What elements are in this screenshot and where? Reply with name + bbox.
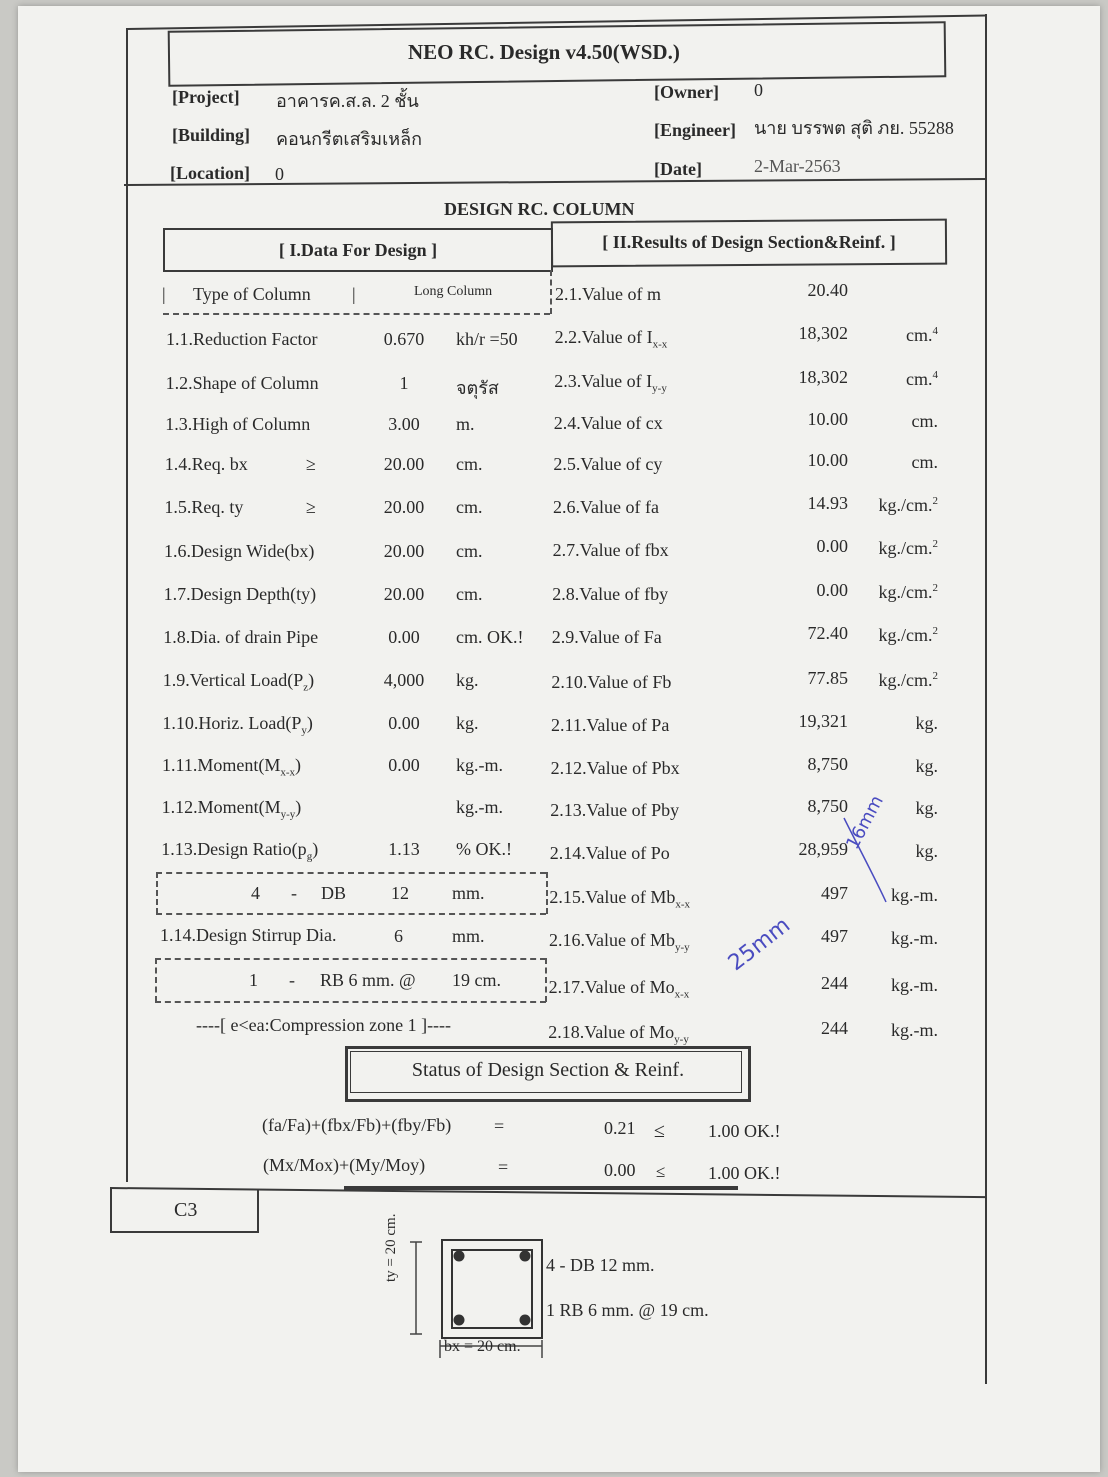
- result-unit: [840, 369, 938, 390]
- stirrup-unit: mm.: [452, 926, 485, 946]
- input-unit: จตุรัส: [456, 378, 499, 398]
- result-value: 0.00: [816, 580, 848, 600]
- rebar-2: [520, 1251, 531, 1262]
- result-label-sub: y-y: [674, 941, 690, 954]
- column-type-value: Long Column: [414, 284, 493, 299]
- result-unit-text: kg./cm.: [878, 495, 933, 515]
- status-sym-2: ≤: [656, 1162, 666, 1181]
- input-label: [164, 584, 316, 605]
- result-value: 10.00: [807, 450, 848, 470]
- result-unit-text: kg.: [915, 841, 938, 861]
- result-unit: [840, 625, 938, 646]
- result-unit-sup: 2: [932, 495, 938, 507]
- result-label-text: 2.4.Value of cx: [553, 413, 663, 433]
- result-label: [551, 672, 671, 693]
- c3-box-right: [257, 1189, 259, 1233]
- result-unit: [840, 713, 938, 734]
- result-label: [555, 284, 661, 305]
- stirrup-box-left: [155, 958, 157, 1002]
- result-unit: [840, 325, 938, 346]
- result-label-text: 2.12.Value of Pbx: [550, 758, 680, 778]
- result-value: 28,959: [798, 839, 848, 859]
- result-label: [552, 627, 662, 648]
- result-unit: [840, 975, 938, 996]
- result-label-sub: x-x: [652, 338, 668, 351]
- result-unit-sup: 2: [932, 538, 938, 550]
- input-label-tail: ): [295, 797, 302, 817]
- input-unit: kg.-m.: [456, 755, 503, 775]
- result-value: 8,750: [807, 796, 848, 816]
- input-label-text: 1.3.High of Column: [165, 414, 311, 434]
- result-label-text: 2.10.Value of Fb: [551, 672, 672, 692]
- status-sym-1: ≤: [654, 1120, 665, 1142]
- result-value: 0.00: [816, 536, 848, 556]
- section-title: DESIGN RC. COLUMN: [444, 199, 635, 219]
- result-value: 244: [821, 973, 848, 993]
- c3-box-bottom: [110, 1231, 258, 1233]
- result-label-text: 2.13.Value of Pby: [550, 800, 680, 820]
- input-label-text: 1.11.Moment(M: [162, 755, 281, 775]
- input-label-text: 1.1.Reduction Factor: [166, 329, 318, 349]
- result-unit: [840, 1020, 938, 1041]
- type-box-right: [550, 270, 552, 314]
- result-label: [550, 800, 679, 821]
- result-value: 10.00: [807, 409, 848, 429]
- right-header: [ II.Results of Design Section&Reinf. ]: [602, 232, 896, 252]
- result-label-text: 2.15.Value of Mb: [549, 887, 676, 907]
- input-unit: % OK.!: [456, 839, 512, 859]
- input-unit: cm.: [456, 584, 483, 604]
- result-unit: [840, 928, 938, 949]
- rebar-3: [454, 1315, 465, 1326]
- input-value: 20.00: [383, 497, 425, 517]
- handwritten-note-16mm: 16mm: [842, 791, 888, 854]
- mainbar-type: DB: [321, 883, 347, 903]
- mainbar-box-right: [546, 872, 548, 914]
- input-label: [162, 797, 302, 821]
- input-label: [163, 670, 314, 694]
- project-value: อาคารค.ส.ล. 2 ชั้น: [276, 91, 419, 111]
- status-limit-1: 1.00 OK.!: [708, 1121, 781, 1141]
- result-unit-text: cm.: [906, 369, 933, 389]
- input-value: 1.13: [388, 839, 420, 859]
- input-label-sub: y: [301, 724, 307, 737]
- result-label: [548, 1022, 689, 1046]
- type-box-bar-mid: |: [352, 284, 356, 304]
- result-unit: [840, 582, 938, 603]
- stirrup-box-top: [155, 958, 546, 960]
- stirrup-note: 1 RB 6 mm. @ 19 cm.: [546, 1300, 709, 1320]
- result-label-sub: x-x: [674, 988, 690, 1001]
- input-label: [166, 373, 319, 394]
- input-label-tail: ): [306, 713, 313, 733]
- result-label: [554, 371, 667, 395]
- result-unit-text: cm.: [911, 452, 938, 472]
- status-eq-1: =: [494, 1116, 505, 1136]
- result-value: 72.40: [807, 623, 848, 643]
- input-unit: cm.: [456, 454, 483, 474]
- mainbar-box-top: [156, 872, 546, 874]
- status-expr-2: (Mx/Mox)+(My/Moy): [263, 1155, 426, 1175]
- result-label-text: 2.2.Value of I: [554, 327, 653, 347]
- result-value: 18,302: [798, 323, 848, 343]
- mainbar-size: 12: [391, 883, 409, 903]
- result-unit-text: kg.: [915, 756, 938, 776]
- input-label-text: 1.4.Req. bx: [164, 454, 248, 474]
- input-label-sub: g: [306, 850, 313, 863]
- input-symbol: ≥: [306, 454, 316, 474]
- input-unit: kg.-m.: [456, 797, 503, 817]
- result-unit-text: kg.-m.: [891, 975, 938, 995]
- rebar-4: [520, 1315, 531, 1326]
- result-unit: [840, 411, 938, 432]
- input-symbol: ≥: [306, 497, 316, 517]
- result-label-sub: x-x: [675, 898, 691, 911]
- input-value: 20.00: [383, 584, 425, 604]
- result-label-text: 2.16.Value of Mb: [549, 930, 675, 950]
- result-value: 497: [821, 883, 848, 903]
- frame-left: [126, 30, 128, 1182]
- column-id: C3: [174, 1199, 198, 1221]
- status-value-2: 0.00: [604, 1160, 636, 1180]
- location-value: 0: [275, 164, 284, 184]
- result-unit-sup: 2: [932, 625, 938, 637]
- input-value: 0.00: [388, 713, 420, 733]
- result-label-text: 2.9.Value of Fa: [551, 627, 662, 647]
- input-value: 0.00: [388, 755, 420, 775]
- result-unit-text: kg.-m.: [891, 928, 938, 948]
- location-label: [Location]: [170, 163, 250, 183]
- result-label-text: 2.17.Value of Mo: [548, 977, 675, 997]
- result-unit-text: kg.-m.: [891, 1020, 938, 1040]
- result-label: [555, 327, 668, 351]
- result-unit-text: kg./cm.: [878, 538, 933, 558]
- owner-label: [Owner]: [654, 82, 719, 102]
- stirrup-dash: -: [289, 970, 295, 990]
- result-unit-text: kg./cm.: [878, 625, 933, 645]
- input-unit: cm.: [456, 497, 483, 517]
- type-box-bar-left: |: [162, 284, 166, 304]
- result-label: [549, 887, 690, 911]
- input-label: [162, 713, 312, 737]
- input-label: [166, 329, 317, 350]
- input-unit: kg.: [456, 713, 479, 733]
- stirrup-count: 1: [249, 970, 258, 990]
- result-unit-sup: 2: [932, 670, 938, 682]
- result-label: [551, 758, 680, 779]
- result-value: 14.93: [807, 493, 848, 513]
- stirrup-label: 1.14.Design Stirrup Dia.: [160, 925, 337, 945]
- result-label-text: 2.5.Value of cy: [553, 454, 663, 474]
- result-label-text: 2.8.Value of fby: [552, 584, 669, 604]
- input-label-tail: ): [308, 670, 315, 690]
- input-label-sub: z: [303, 681, 309, 694]
- building-label: [Building]: [172, 125, 251, 145]
- stirrup-outline: [452, 1250, 532, 1328]
- result-unit-text: kg.-m.: [891, 885, 938, 905]
- input-value: 0.670: [383, 329, 425, 349]
- input-label: [163, 627, 318, 648]
- engineer-value: นาย บรรพต สุติ ภย. 55288: [754, 118, 954, 138]
- stirrup-value: 6: [394, 926, 403, 946]
- result-label-text: 2.6.Value of fa: [553, 497, 659, 517]
- stirrup-box-bottom: [155, 1001, 546, 1003]
- compression-note: ----[ e<ea:Compression zone 1 ]----: [196, 1015, 452, 1035]
- input-unit: kh/r =50: [456, 329, 518, 349]
- input-value: 4,000: [383, 670, 425, 690]
- project-label: [Project]: [172, 87, 240, 107]
- result-value: 20.40: [807, 280, 848, 300]
- result-label: [554, 413, 663, 434]
- input-label-text: 1.9.Vertical Load(P: [162, 670, 304, 690]
- left-header: [ I.Data For Design ]: [278, 240, 438, 260]
- input-label-tail: ): [312, 839, 319, 859]
- result-unit-sup: 4: [932, 325, 938, 337]
- result-label: [553, 497, 659, 518]
- input-label: [165, 414, 310, 435]
- mainbar-dash: -: [291, 883, 297, 903]
- result-label: [549, 977, 690, 1001]
- result-unit-text: cm.: [906, 325, 933, 345]
- input-label-sub: y-y: [280, 808, 296, 821]
- result-unit-text: cm.: [911, 411, 938, 431]
- result-value: 77.85: [807, 668, 848, 688]
- result-label: [552, 584, 668, 605]
- result-label-sub: y-y: [652, 382, 667, 395]
- input-label-text: 1.10.Horiz. Load(P: [162, 713, 302, 733]
- handwritten-arrow: [840, 810, 900, 910]
- status-value-1: 0.21: [604, 1118, 636, 1138]
- date-value: 2-Mar-2563: [754, 156, 841, 176]
- bx-label: bx = 20 cm.: [444, 1338, 521, 1355]
- result-label: [550, 843, 670, 864]
- result-value: 244: [821, 1018, 848, 1038]
- result-unit: [840, 670, 938, 691]
- input-label-tail: ): [295, 755, 301, 775]
- input-unit: kg.: [456, 670, 479, 690]
- main-bar-note: 4 - DB 12 mm.: [546, 1255, 655, 1275]
- input-label-text: 1.8.Dia. of drain Pipe: [163, 627, 319, 647]
- result-unit: [840, 538, 938, 559]
- stirrup-type: RB 6 mm. @: [320, 970, 416, 990]
- result-value: 497: [821, 926, 848, 946]
- input-unit: m.: [456, 414, 475, 434]
- result-label-text: 2.18.Value of Mo: [548, 1022, 675, 1042]
- status-title: Status of Design Section & Reinf.: [411, 1059, 685, 1081]
- input-label-text: 1.2.Shape of Column: [165, 373, 319, 393]
- stirrup-spacing: 19 cm.: [452, 970, 501, 990]
- result-value: 18,302: [798, 367, 848, 387]
- input-label: [161, 839, 318, 863]
- handwritten-note-25mm: 25mm: [723, 912, 796, 977]
- result-value: 8,750: [807, 754, 848, 774]
- result-unit: [840, 495, 938, 516]
- input-unit: cm.: [456, 541, 483, 561]
- status-eq-2: =: [498, 1157, 509, 1177]
- input-label-sub: x-x: [280, 766, 295, 779]
- result-unit-text: kg.: [915, 798, 938, 818]
- result-label-text: 2.3.Value of I: [554, 371, 653, 391]
- input-label-text: 1.5.Req. ty: [164, 497, 244, 517]
- date-label: [Date]: [654, 159, 702, 179]
- input-value: 0.00: [388, 627, 420, 647]
- input-label-text: 1.7.Design Depth(ty): [163, 584, 317, 604]
- stirrup-box-right: [545, 958, 547, 1002]
- input-value: 3.00: [388, 414, 420, 434]
- result-label: [553, 454, 662, 475]
- owner-value: 0: [754, 80, 763, 100]
- result-label: [551, 715, 669, 736]
- engineer-label: [Engineer]: [654, 120, 736, 140]
- input-value: 1: [399, 373, 409, 393]
- column-type-label: Type of Column: [193, 284, 311, 304]
- mainbar-box-bottom: [156, 913, 546, 915]
- result-unit-text: kg.: [915, 713, 938, 733]
- frame-right: [985, 14, 987, 1384]
- input-unit: cm. OK.!: [456, 627, 524, 647]
- mainbar-unit: mm.: [452, 883, 485, 903]
- status-limit-2: 1.00 OK.!: [708, 1163, 781, 1183]
- building-value: คอนกรีตเสริมเหล็ก: [276, 129, 423, 149]
- result-label-text: 2.1.Value of m: [555, 284, 661, 304]
- input-label: [162, 755, 301, 779]
- result-unit-text: kg./cm.: [878, 582, 933, 602]
- result-label-text: 2.11.Value of Pa: [551, 715, 670, 735]
- result-label: [549, 930, 690, 954]
- type-box-bottom: [163, 313, 550, 315]
- input-value: 20.00: [383, 541, 425, 561]
- input-label: [165, 454, 248, 475]
- input-label-text: 1.13.Design Ratio(p: [161, 839, 307, 859]
- input-value: 20.00: [383, 454, 425, 474]
- input-label: [164, 541, 314, 562]
- input-label-text: 1.12.Moment(M: [161, 797, 281, 817]
- result-label-text: 2.14.Value of Po: [549, 843, 670, 863]
- ty-label: ty = 20 cm.: [383, 1213, 399, 1282]
- input-label-text: 1.6.Design Wide(bx): [164, 541, 315, 561]
- result-unit-text: kg./cm.: [878, 670, 933, 690]
- result-unit-sup: 2: [932, 582, 938, 594]
- result-label: [553, 540, 669, 561]
- app-title: NEO RC. Design v4.50(WSD.): [408, 40, 680, 64]
- input-label: [164, 497, 243, 518]
- result-unit: [840, 756, 938, 777]
- result-value: 19,321: [798, 711, 848, 731]
- status-expr-1: (fa/Fa)+(fbx/Fb)+(fby/Fb): [262, 1115, 452, 1135]
- mainbar-box-left: [156, 872, 158, 914]
- mainbar-count: 4: [251, 883, 260, 903]
- c3-box-left: [110, 1188, 112, 1232]
- result-label-sub: y-y: [674, 1033, 689, 1046]
- rebar-1: [454, 1251, 465, 1262]
- result-label-text: 2.7.Value of fbx: [552, 540, 669, 560]
- result-unit-sup: 4: [932, 369, 938, 381]
- result-unit: [840, 452, 938, 473]
